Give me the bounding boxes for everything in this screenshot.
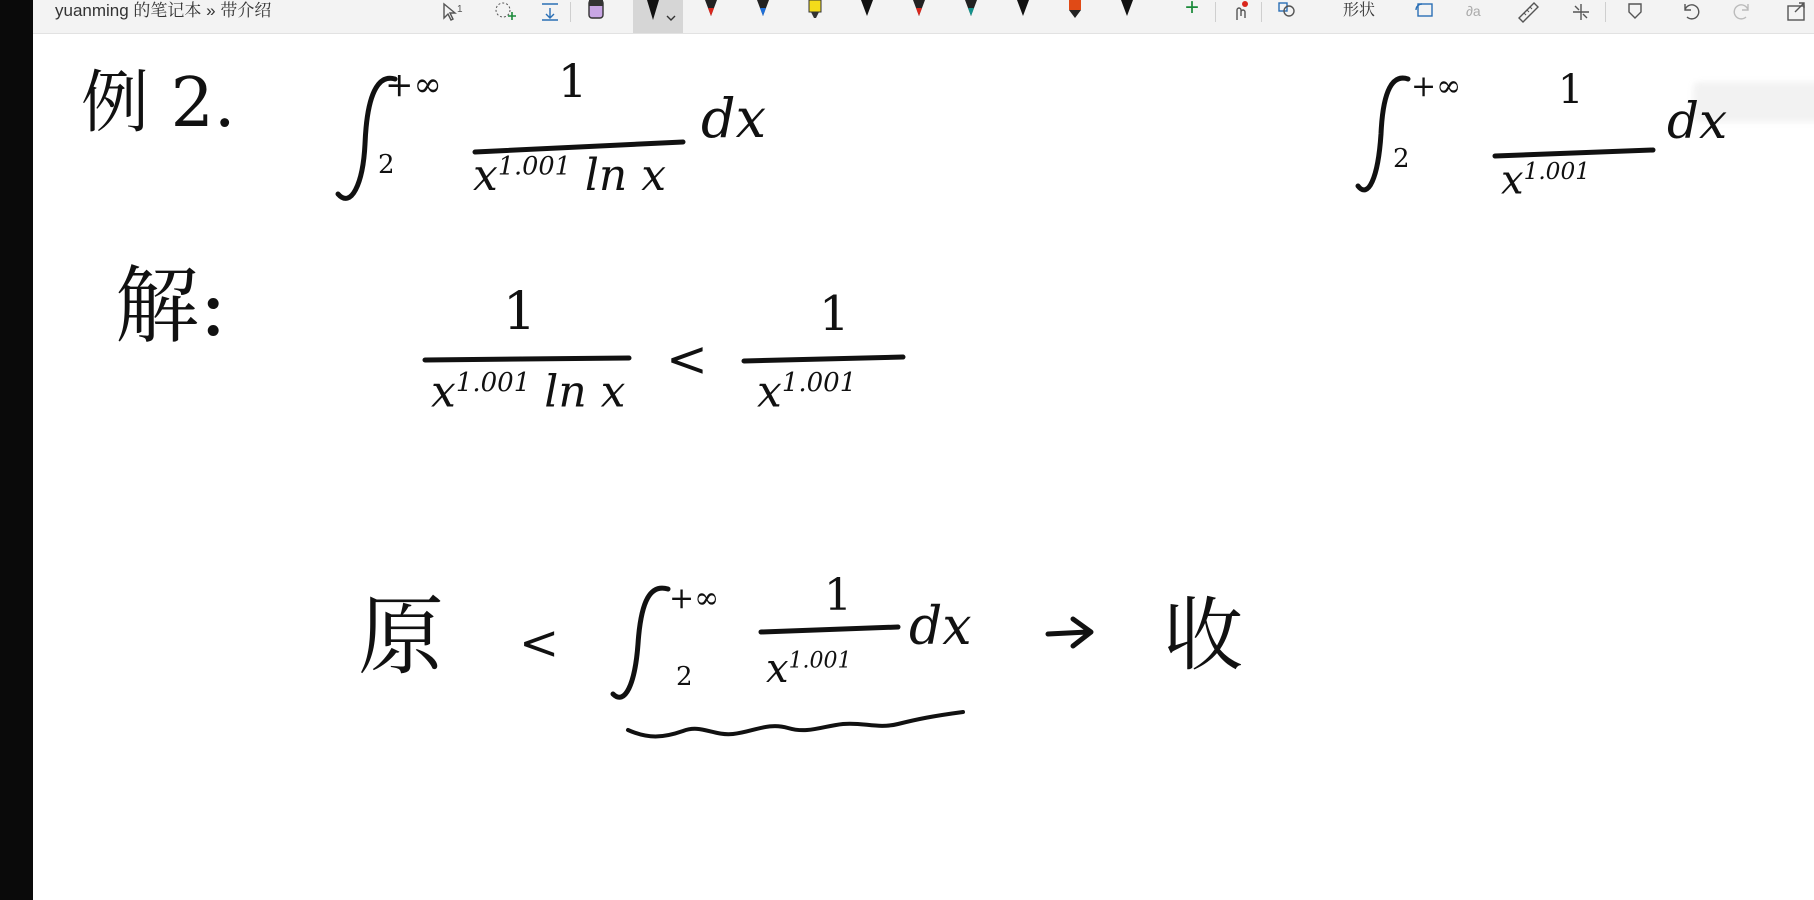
conclusion-integral-denominator: $x^{1.001}$ [766, 646, 852, 692]
conclusion-integral-lower: 2 [676, 662, 693, 692]
pen-orange-icon[interactable] [1065, 0, 1085, 24]
pen-black-3-icon[interactable] [1117, 0, 1137, 24]
shapes-icon[interactable] [1276, 0, 1300, 24]
fraction-bar-3 [425, 358, 629, 360]
shapes-button[interactable]: 形状 [1343, 2, 1376, 19]
draw-toolbar [33, 0, 1814, 34]
left-dark-strip [0, 0, 33, 900]
integral-2-dx: dx [1667, 92, 1728, 150]
pen-black-2-icon[interactable] [1013, 0, 1033, 24]
ruler-icon[interactable] [1516, 0, 1540, 24]
fraction-bar-4 [744, 357, 903, 361]
math-icon[interactable] [1569, 0, 1593, 24]
integral-sign-3 [613, 588, 668, 697]
integral-1-numerator: 1 [558, 54, 588, 108]
svg-text:∂a: ∂a [1466, 3, 1481, 19]
integral-2-denominator: $x^{1.001}$ [1501, 157, 1590, 204]
add-space-icon[interactable] [491, 0, 519, 24]
solution-label: 解: [115, 257, 228, 355]
add-pen-button[interactable]: + [1185, 0, 1200, 21]
integral-2-numerator: 1 [1558, 67, 1584, 113]
replay-icon[interactable] [1623, 0, 1647, 24]
lasso-select-icon[interactable] [438, 0, 466, 24]
integral-1-dx: dx [701, 87, 767, 150]
integral-1-denominator: $x^{1.001}$ ln x [473, 150, 667, 201]
wavy-underline [628, 712, 963, 737]
conclusion-subject: 原 [358, 587, 444, 687]
pen-red-icon[interactable] [701, 0, 721, 24]
conclusion-result: 收 [1163, 589, 1243, 682]
redo-icon[interactable] [1730, 0, 1754, 24]
pen-blue-icon[interactable] [753, 0, 773, 24]
conclusion-integral-upper: +∞ [669, 581, 720, 616]
ink-to-shape-icon[interactable] [1414, 0, 1438, 24]
ink-to-text-icon[interactable] [1463, 0, 1487, 24]
comparison-left-denominator: $x^{1.001}$ ln x [431, 366, 626, 418]
comparison-op: < [666, 330, 708, 388]
integral-1-lower: 2 [378, 150, 395, 180]
undo-icon[interactable] [1679, 0, 1703, 24]
fraction-bar-5 [761, 627, 898, 632]
comparison-right-denominator: $x^{1.001}$ [757, 366, 857, 418]
pen-black-icon[interactable] [857, 0, 877, 24]
highlighter-yellow-icon[interactable] [805, 0, 825, 24]
conclusion-integral-numerator: 1 [824, 570, 852, 621]
pen-teal-icon[interactable] [961, 0, 981, 24]
integral-2-lower: 2 [1393, 144, 1410, 174]
arrow [1048, 619, 1091, 646]
eraser-icon[interactable] [584, 0, 608, 24]
conclusion-op: < [519, 615, 560, 671]
ballpoint-pen-black-selected[interactable] [633, 0, 683, 33]
integral-1-upper: +∞ [385, 65, 442, 105]
insert-space-icon[interactable] [538, 0, 562, 24]
breadcrumb[interactable]: yuanming 的笔记本 » 带介绍 [55, 1, 272, 20]
example-label: 例 2. [81, 64, 236, 143]
fraction-bar-2 [1495, 150, 1653, 156]
note-canvas[interactable] [33, 34, 1814, 900]
svg-text:1: 1 [457, 4, 463, 15]
pen-red-2-icon[interactable] [909, 0, 929, 24]
integral-2-upper: +∞ [1411, 69, 1462, 104]
comparison-right-numerator: 1 [819, 286, 850, 342]
comparison-left-numerator: 1 [503, 282, 537, 342]
touch-draw-icon[interactable] [1229, 0, 1253, 24]
conclusion-integral-dx: dx [909, 597, 972, 657]
share-icon[interactable] [1785, 0, 1809, 24]
